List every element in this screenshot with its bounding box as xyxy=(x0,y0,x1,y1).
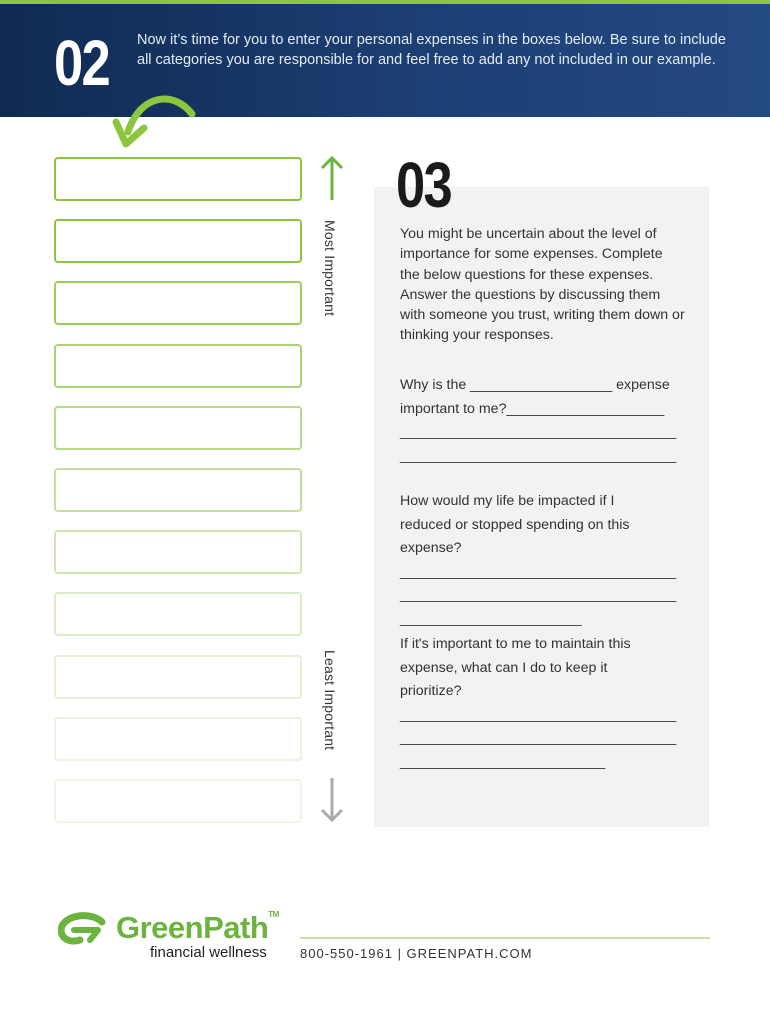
expense-input-box[interactable] xyxy=(54,468,302,512)
question-line: reduced or stopped spending on this xyxy=(400,516,630,533)
question-line: If it's important to me to maintain this xyxy=(400,636,631,652)
answer-line: ___________________________________ xyxy=(400,424,677,440)
brand-tagline: financial wellness xyxy=(150,944,267,961)
question-line: How would my life be impacted if I xyxy=(400,493,615,509)
question-line: important to me?____________________ xyxy=(400,400,665,417)
question-life-impact xyxy=(400,490,685,631)
curved-arrow-icon xyxy=(110,92,200,148)
question-line: expense, what can I do to keep it xyxy=(400,659,608,676)
expense-input-box[interactable] xyxy=(54,157,302,201)
header-instruction: Now it’s time for you to enter your personal expenses in the boxes below. Be sure to include all categories you are responsible for and feel free to add any not included in our example. xyxy=(137,32,726,68)
answer-line: ___________________________________ xyxy=(400,563,677,580)
brand-logo xyxy=(116,910,279,946)
answer-line: ___________________________________ xyxy=(400,730,677,746)
least-important-label: Least Important xyxy=(322,650,338,751)
expense-input-box[interactable] xyxy=(54,779,302,823)
answer-line: ___________________________________ xyxy=(400,447,677,464)
expense-input-box[interactable] xyxy=(54,344,302,388)
question-line: expense? xyxy=(400,540,462,556)
question-line: Why is the __________________ expense xyxy=(400,377,670,393)
trademark-mark: TM xyxy=(268,910,279,919)
greenpath-logo-icon xyxy=(58,912,108,948)
question-keep-prioritized xyxy=(400,633,685,774)
footer-divider xyxy=(300,937,710,939)
expense-input-box[interactable] xyxy=(54,592,302,636)
expense-input-box[interactable] xyxy=(54,655,302,699)
answer-line: __________________________ xyxy=(400,753,606,770)
expense-input-box[interactable] xyxy=(54,281,302,325)
step-number-02: 02 xyxy=(54,27,110,99)
brand-name: GreenPath xyxy=(116,910,269,945)
panel-intro: You might be uncertain about the level of importance for some expenses. Complete the below questions for these expenses. Answer the questions by discussing them with someone you trust, writing them down or thinking your responses. xyxy=(400,226,685,344)
expense-input-box[interactable] xyxy=(54,406,302,450)
answer-line: _______________________ xyxy=(400,610,582,627)
most-important-label: Most Important xyxy=(322,220,338,317)
footer-contact: 800-550-1961 | GREENPATH.COM xyxy=(300,946,533,961)
expense-input-box[interactable] xyxy=(54,530,302,574)
question-line: prioritize? xyxy=(400,683,462,699)
down-arrow-icon xyxy=(318,776,346,824)
answer-line: ___________________________________ xyxy=(400,587,677,603)
expense-input-box[interactable] xyxy=(54,717,302,761)
up-arrow-icon xyxy=(318,154,346,202)
answer-line: ___________________________________ xyxy=(400,706,677,723)
expense-input-box[interactable] xyxy=(54,219,302,263)
step-number-03: 03 xyxy=(396,149,452,221)
question-why-important xyxy=(400,374,685,468)
